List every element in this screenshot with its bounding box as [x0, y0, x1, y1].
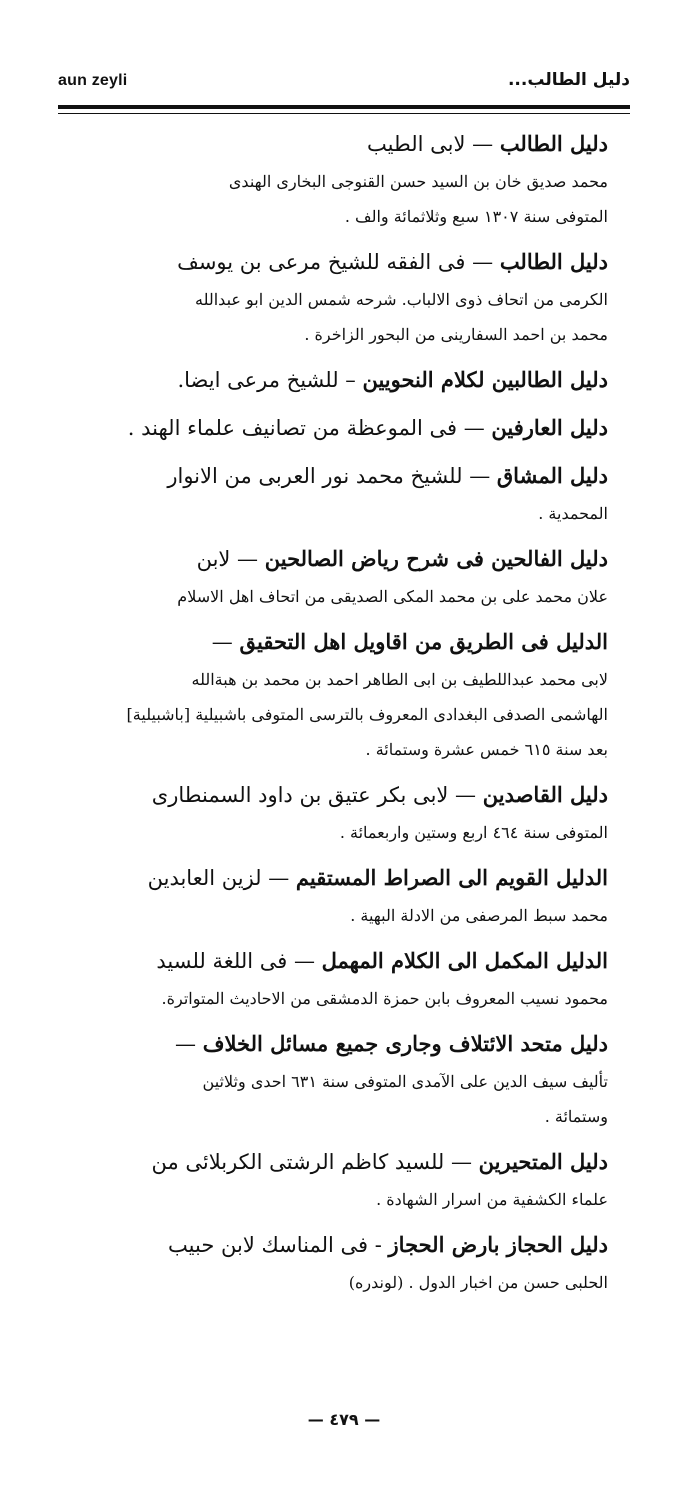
entry-body-line: علان محمد على بن محمد المكى الصديقى من اتحاف اهل الاسلام [177, 587, 608, 606]
entry-head-rest: – للشيخ مرعى ايضا. [177, 368, 363, 392]
entry-head-rest: — لابن [196, 547, 265, 571]
entry-head-line [78, 456, 608, 496]
entry-body-line: الكرمى من اتحاف ذوى الالباب. شرحه شمس الدين ابو عبدالله [194, 290, 608, 309]
entry-body-line: بعد سنة ٦١٥ خمس عشرة وستمائة . [365, 740, 608, 759]
entry [78, 1024, 608, 1134]
entry-head-rest: — لابى بكر عتيق بن داود السمنطارى [151, 783, 483, 807]
entry-head-rest: — [211, 630, 240, 654]
entry-body-line: لابى محمد عبداللطيف بن ابى الطاهر احمد بن محمد بن هبةالله [191, 670, 608, 689]
entry [78, 1142, 608, 1217]
entry [78, 858, 608, 933]
header-rule-thick [58, 105, 630, 109]
entry-head-rest: — [175, 1032, 203, 1056]
entry-title: دليل الحجاز بارض الحجاز [388, 1232, 608, 1257]
entry-body-line: علماء الكشفية من اسرار الشهادة . [376, 1190, 608, 1209]
entry-title: الدليل فى الطريق من اقاويل اهل التحقيق [239, 629, 608, 654]
entry-title: الدليل المكمل الى الكلام المهمل [321, 948, 608, 973]
entry-title: دليل الطالبين لكلام النحويين [362, 367, 608, 392]
entry-title: دليل متحد الائتلاف وجارى جميع مسائل الخلاف [202, 1031, 608, 1056]
entry-title: دليل الطالب [499, 249, 608, 274]
entry [78, 775, 608, 850]
entry [78, 941, 608, 1016]
entry-title: دليل المشاق [496, 463, 608, 488]
entry-head-line [78, 408, 608, 448]
entry [78, 408, 608, 448]
entry-head-rest: — فى اللغة للسيد [156, 949, 322, 973]
entry-head-line [78, 622, 608, 662]
header-rule-thin [58, 113, 630, 114]
entry-head-line [78, 360, 608, 400]
entry-body-line: محمود نسيب المعروف بابن حمزة الدمشقى من الاحاديث المتواترة. [161, 989, 608, 1008]
entry-head-line [78, 1142, 608, 1182]
entry [78, 1225, 608, 1300]
entry-body-line: الحلبى حسن من اخبار الدول . (لوندره) [348, 1273, 608, 1292]
entry-body-line: وستمائة . [544, 1107, 608, 1126]
entry [78, 456, 608, 531]
page-number: — ٤٧٩ — [307, 1410, 381, 1429]
dictionary-entries [78, 124, 608, 1300]
entry-title: دليل العارفين [491, 415, 608, 440]
entry-head-line [78, 124, 608, 164]
entry-head-rest: — للشيخ محمد نور العربى من الانوار [167, 464, 497, 488]
entry [78, 124, 608, 234]
entry-body-line: محمد صديق خان بن السيد حسن القنوجى البخارى الهندى [228, 172, 608, 191]
entry-head-line [78, 775, 608, 815]
entry-head-rest: — فى الفقه للشيخ مرعى بن يوسف [177, 250, 500, 274]
entry-body-line: محمد سبط المرصفى من الادلة البهية . [350, 906, 608, 925]
entry-head-line [78, 941, 608, 981]
entry-body-line: المتوفى سنة ٤٦٤ اربع وستين واربعمائة . [339, 823, 608, 842]
entry-head-rest: — لزين العابدين [147, 866, 296, 890]
entry [78, 360, 608, 400]
entry-head-rest: — للسيد كاظم الرشتى الكربلائى من [151, 1150, 479, 1174]
entry-title: دليل القاصدين [482, 782, 608, 807]
entry-body-line: تأليف سيف الدين على الآمدى المتوفى سنة ٦٣١ احدى وثلاثين [202, 1072, 608, 1091]
entry-head-rest: — لابى الطيب [367, 132, 500, 156]
entry-head-rest: — فى الموعظة من تصانيف علماء الهند . [127, 416, 492, 440]
entry-body-line: المتوفى سنة ١٣٠٧ سبع وثلاثمائة والف . [344, 207, 608, 226]
entry [78, 242, 608, 352]
header-right-running-title: دليل الطالب... [507, 70, 630, 90]
entry [78, 622, 608, 767]
entry-head-line [78, 539, 608, 579]
entry-body-line: الهاشمى الصدفى البغدادى المعروف بالترسى المتوفى باشبيلية [باشبيلية] [126, 705, 608, 724]
entry-body-line: محمد بن احمد السفارينى من البحور الزاخرة . [304, 325, 608, 344]
entry-head-line [78, 242, 608, 282]
entry-head-rest: - فى المناسك لابن حبيب [168, 1233, 389, 1257]
entry [78, 539, 608, 614]
entry-head-line [78, 1225, 608, 1265]
entry-head-line [78, 858, 608, 898]
entry-title: دليل الفالحين فى شرح رياض الصالحين [264, 546, 608, 571]
entry-body-line: المحمدية . [538, 504, 608, 523]
entry-title: دليل المتحيرين [478, 1149, 608, 1174]
entry-title: دليل الطالب [499, 131, 608, 156]
entry-head-line [78, 1024, 608, 1064]
header-left-running-title: aun zeyli [58, 72, 128, 89]
entry-title: الدليل القويم الى الصراط المستقيم [295, 865, 608, 890]
